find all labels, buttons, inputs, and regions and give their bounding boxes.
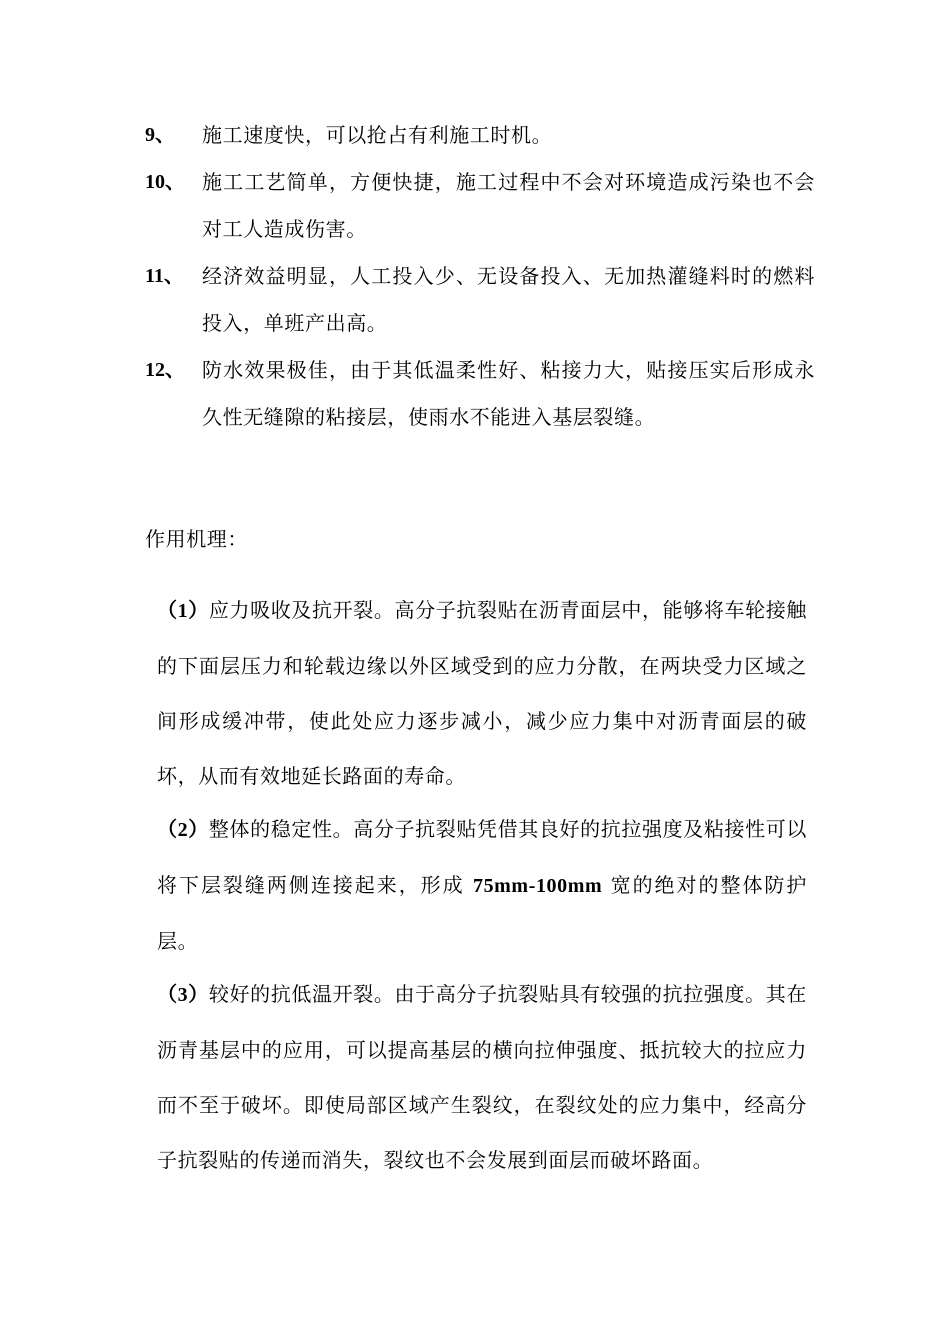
paragraph-text: 应力吸收及抗开裂。高分子抗裂贴在沥青面层中，能够将车轮接触的下面层压力和轮载边缘以外区域受到的应力分散，在两块受力区域之间形成缓冲带，使此处应力逐步减小，减少应力集中对沥青面层的破坏，从而有效地延长路面的寿命。 [157, 598, 807, 788]
paragraph-number: （1） [157, 600, 209, 622]
mechanism-paragraph-3 [157, 967, 807, 1188]
mechanism-paragraph-2 [157, 802, 807, 969]
feature-list [145, 112, 815, 441]
list-item-number: 9、 [145, 124, 175, 146]
width-spec: 75mm-100mm [472, 875, 603, 897]
list-item-number: 12、 [145, 359, 185, 381]
list-item-text: 施工速度快，可以抢占有利施工时机。 [202, 123, 553, 147]
list-item [145, 347, 815, 441]
mechanism-paragraph-1 [157, 583, 807, 804]
paragraph-number: （3） [157, 984, 209, 1006]
paragraph-text: 宽的绝对的整体防护层。 [157, 873, 808, 953]
list-item-number: 10、 [145, 171, 185, 193]
list-item [145, 112, 815, 159]
list-item-text: 防水效果极佳，由于其低温柔性好、粘接力大，贴接压实后形成永久性无缝隙的粘接层，使雨水不能进入基层裂缝。 [202, 358, 815, 429]
paragraph-text: 较好的抗低温开裂。由于高分子抗裂贴具有较强的抗拉强度。其在沥青基层中的应用，可以提高基层的横向拉伸强度、抵抗较大的拉应力而不至于破坏。即使局部区域产生裂纹，在裂纹处的应力集中，经高分子抗裂贴的传递而消失，裂纹也不会发展到面层而破坏路面。 [157, 982, 807, 1172]
paragraph-number: （2） [157, 819, 209, 841]
list-item-text: 施工工艺简单，方便快捷，施工过程中不会对环境造成污染也不会对工人造成伤害。 [202, 170, 815, 241]
paragraph-text: 整体的稳定性。高分子抗裂贴凭借其良好的抗拉强度及粘接性可以将下层裂缝两侧连接起来，形成 [157, 817, 807, 897]
list-item [145, 253, 815, 347]
list-item [145, 159, 815, 253]
list-item-number: 11、 [145, 265, 184, 287]
list-item-text: 经济效益明显，人工投入少、无设备投入、无加热灌缝料时的燃料投入，单班产出高。 [202, 264, 815, 335]
section-heading: 作用机理： [145, 527, 248, 551]
